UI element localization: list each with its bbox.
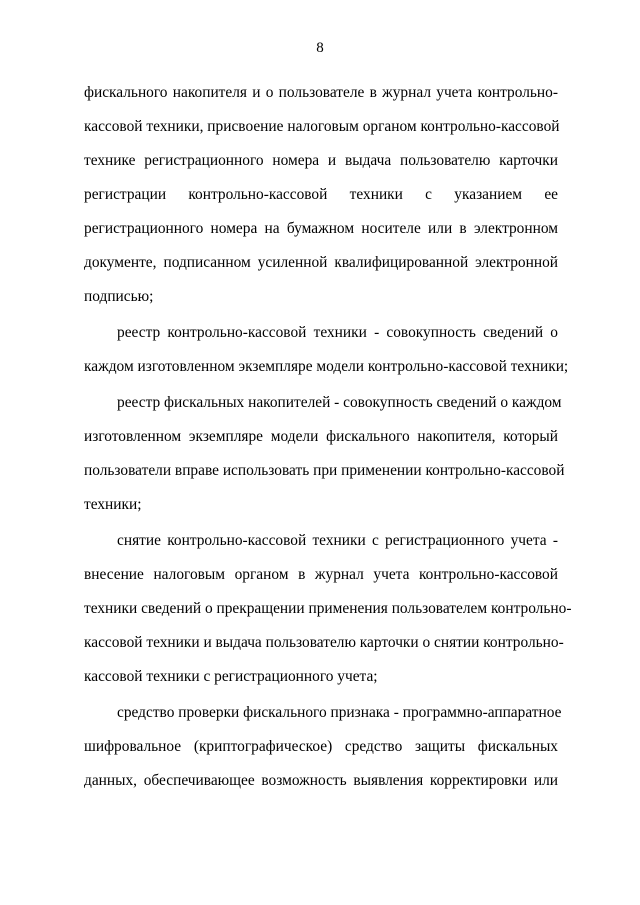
text-line: данных, обеспечивающее возможность выявления корректировки или: [84, 772, 558, 789]
text-line: каждом изготовленном экземпляре модели контрольно-кассовой техники;: [84, 358, 569, 375]
page-number: 8: [316, 40, 324, 56]
text-line: регистрации контрольно-кассовой техники с указанием ее: [84, 186, 558, 203]
text-line: техники сведений о прекращении применения пользователем контрольно-: [84, 600, 572, 617]
text-line: регистрационного номера на бумажном носителе или в электронном: [84, 220, 558, 237]
text-line: подписью;: [84, 288, 154, 305]
text-line: средство проверки фискального признака - программно-аппаратное: [117, 704, 562, 721]
text-line: снятие контрольно-кассовой техники с регистрационного учета -: [117, 532, 558, 549]
text-line: реестр фискальных накопителей - совокупность сведений о каждом: [117, 394, 562, 411]
text-line: кассовой техники с регистрационного учета;: [84, 668, 378, 685]
text-line: изготовленном экземпляре модели фискального накопителя, который: [84, 428, 558, 445]
text-line: внесение налоговым органом в журнал учета контрольно-кассовой: [84, 566, 558, 583]
text-line: технике регистрационного номера и выдача пользователю карточки: [84, 152, 558, 169]
text-line: документе, подписанном усиленной квалифицированной электронной: [84, 254, 558, 271]
text-line: кассовой техники и выдача пользователю карточки о снятии контрольно-: [84, 634, 564, 651]
text-line: фискального накопителя и о пользователе в журнал учета контрольно-: [84, 84, 558, 101]
text-line: пользователи вправе использовать при применении контрольно-кассовой: [84, 462, 565, 479]
text-line: шифровальное (криптографическое) средство защиты фискальных: [84, 738, 558, 755]
text-line: кассовой техники, присвоение налоговым органом контрольно-кассовой: [84, 118, 560, 135]
text-line: реестр контрольно-кассовой техники - совокупность сведений о: [117, 324, 558, 341]
text-line: техники;: [84, 496, 142, 513]
